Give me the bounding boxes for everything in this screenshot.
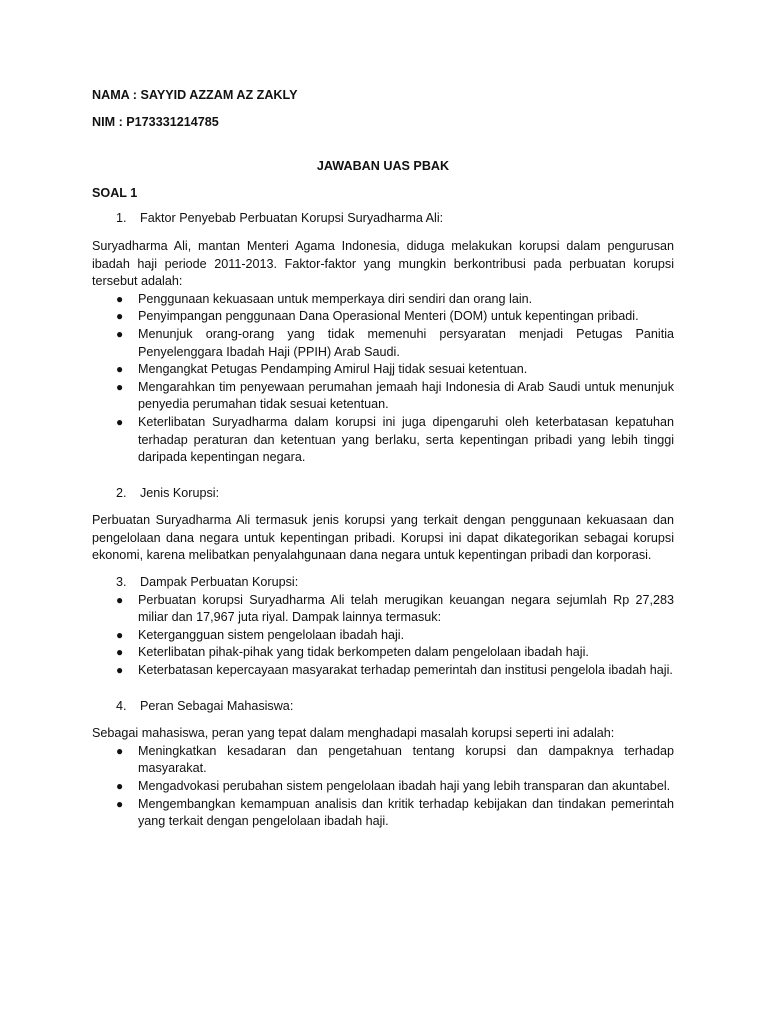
list-item [92,743,674,778]
bullet-icon: ● [116,362,124,377]
list-item-text: Ketergangguan sistem pengelolaan ibadah haji. [138,627,405,642]
list-item [92,662,674,680]
student-name: NAMA : SAYYID AZZAM AZ ZAKLY [92,88,298,102]
list-item-text: Meningkatkan kesadaran dan pengetahuan tentang korupsi dan dampaknya terhadap masyarakat. [138,743,674,776]
list-item-text: Keterlibatan pihak-pihak yang tidak berkompeten dalam pengelolaan ibadah haji. [138,645,589,660]
document-title: JAWABAN UAS PBAK [316,159,450,174]
section-1-number: 1. [116,211,127,226]
section-4-number: 4. [116,698,127,713]
section-1-list [92,291,674,467]
bullet-icon: ● [116,663,124,678]
document-body [92,87,674,831]
section-3-list [92,592,674,680]
bullet-icon: ● [116,414,124,429]
list-item [92,291,674,309]
section-1-title: Faktor Penyebab Perbuatan Korupsi Suryadharma Ali: [140,211,444,226]
bullet-icon: ● [116,592,124,607]
section-1-paragraph: Suryadharma Ali, mantan Menteri Agama Indonesia, diduga melakukan korupsi dalam pengurusan ibadah haji periode 2011-2013. Faktor-faktor yang mungkin berkontribusi pada perbuatan korupsi tersebut adalah: [92,238,674,289]
section-2-title: Jenis Korupsi: [140,485,220,500]
list-item-text: Keterbatasan kepercayaan masyarakat terhadap pemerintah dan institusi pengelola ibadah haji. [138,663,673,678]
section-4-heading [92,698,674,716]
list-item-text: Mengadvokasi perubahan sistem pengelolaan ibadah haji yang lebih transparan dan akuntabel. [138,779,671,793]
bullet-icon: ● [116,309,124,324]
list-item-text: Penyimpangan penggunaan Dana Operasional Menteri (DOM) untuk kepentingan pribadi. [138,309,639,324]
list-item-text: Mengarahkan tim penyewaan perumahan jemaah haji Indonesia di Arab Saudi untuk menunjuk penyedia perumahan tidak sesuai ketentuan. [138,379,674,412]
list-item [92,361,674,379]
section-2-number: 2. [116,485,127,500]
list-item [92,326,674,361]
bullet-icon: ● [116,645,124,660]
bullet-icon: ● [116,627,124,642]
bullet-icon: ● [116,743,124,758]
section-1-heading [92,210,674,228]
list-item [92,414,674,467]
bullet-icon: ● [116,291,124,306]
bullet-icon: ● [116,796,124,811]
section-3-number: 3. [116,575,127,590]
bullet-icon: ● [116,379,124,394]
soal-label: SOAL 1 [92,185,138,200]
list-item [92,644,674,662]
list-item-text: Menunjuk orang-orang yang tidak memenuhi persyaratan menjadi Petugas Panitia Penyelenggara Ibadah Haji (PPIH) Arab Saudi. [138,326,674,359]
section-2-paragraph: Perbuatan Suryadharma Ali termasuk jenis korupsi yang terkait dengan penggunaan kekuasaan dan pengelolaan dana negara untuk kepentingan pribadi. Korupsi ini dapat dikategorikan sebagai korupsi ekonomi, karena melibatkan penyalahgunaan dana negara untuk kepentingan pribadi dan korporasi. [92,513,674,563]
list-item-text: Mengembangkan kemampuan analisis dan kritik terhadap kebijakan dan tindakan pemerintah yang terkait dengan pengelolaan ibadah haji. [138,796,674,829]
section-4-paragraph: Sebagai mahasiswa, peran yang tepat dalam menghadapi masalah korupsi seperti ini adalah: [92,726,615,741]
list-item [92,592,674,627]
student-nim: NIM : P173331214785 [92,114,219,129]
section-2-heading [92,485,674,503]
bullet-icon: ● [116,326,124,341]
list-item-text: Penggunaan kekuasaan untuk memperkaya diri sendiri dan orang lain. [138,291,533,306]
list-item [92,627,674,645]
list-item [92,308,674,326]
list-item [92,796,674,831]
bullet-icon: ● [116,779,124,793]
section-3-heading [92,574,674,592]
section-4-title: Peran Sebagai Mahasiswa: [140,698,294,713]
list-item [92,778,674,796]
section-3-title: Dampak Perbuatan Korupsi: [140,575,299,590]
list-item [92,379,674,414]
section-4-list [92,743,674,831]
list-item-text: Mengangkat Petugas Pendamping Amirul Hajj tidak sesuai ketentuan. [138,362,528,377]
list-item-text: Perbuatan korupsi Suryadharma Ali telah merugikan keuangan negara sejumlah Rp 27,283 miliar dan 17,967 juta riyal. Dampak lainnya termasuk: [138,592,674,625]
list-item-text: Keterlibatan Suryadharma dalam korupsi ini juga dipengaruhi oleh keterbatasan kepatuhan terhadap peraturan dan ketentuan yang berlaku, serta kepentingan pribadi yang lebih tinggi daripada kepentingan negara. [138,414,674,465]
